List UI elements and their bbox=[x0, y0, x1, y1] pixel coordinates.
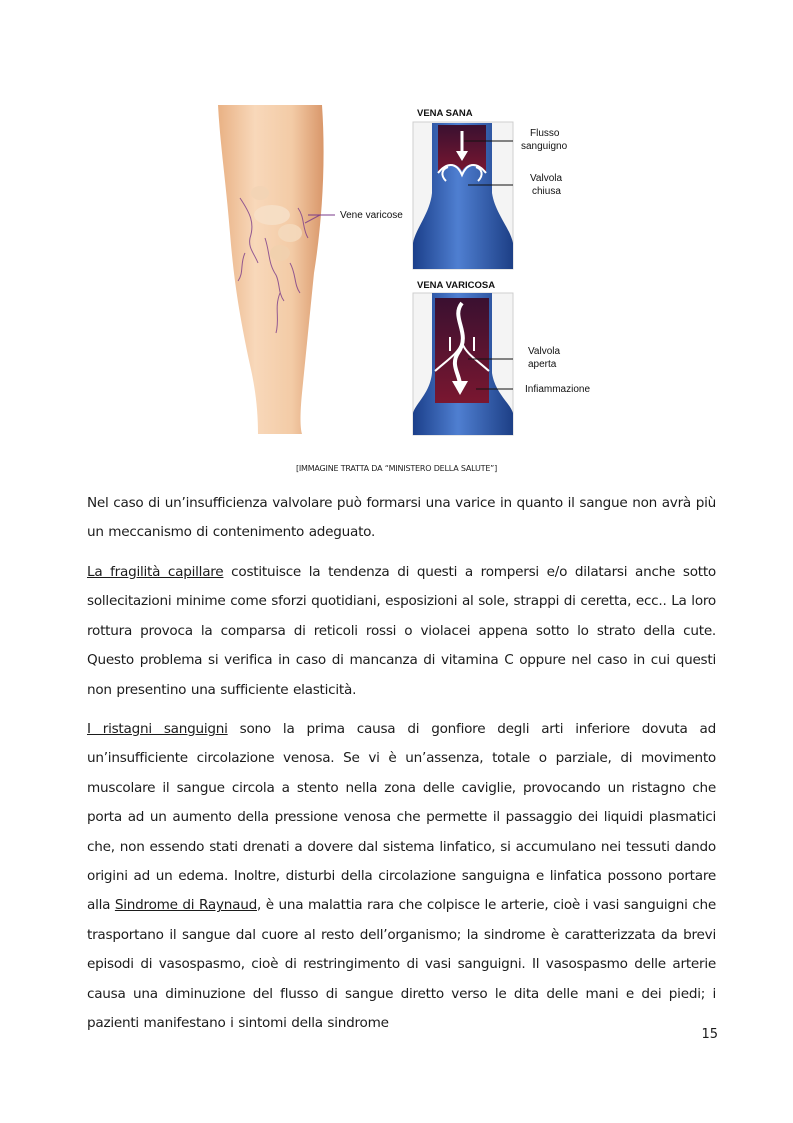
open-valve-label-line2: aperta bbox=[528, 359, 557, 370]
term-blood-stagnation: I ristagni sanguigni bbox=[87, 721, 228, 737]
healthy-vein-box bbox=[413, 122, 513, 269]
flow-label-line2: sanguigno bbox=[521, 141, 568, 152]
flow-label-line1: Flusso bbox=[530, 128, 560, 139]
capillary-fragility-text: costituisce la tendenza di questi a rompersi e/o dilatarsi anche sotto sollecitazioni minime come sforzi quotidiani, esposizioni al sole, strappi di ceretta, ecc.. La loro rottura provoca la comparsa di reticoli rossi o violacei appena sotto lo strato della cute. Questo problema si verifica in caso di mancanza di vitamina C oppure nel caso in cui questi non presentino una sufficiente elasticità. bbox=[87, 564, 716, 698]
figure-caption: [IMMAGINE TRATTA DA “MINISTERO DELLA SALUTE”] bbox=[295, 464, 498, 473]
term-capillary-fragility: La fragilità capillare bbox=[87, 564, 224, 580]
page-number: 15 bbox=[701, 1027, 718, 1042]
paragraph-blood-stagnation bbox=[87, 715, 716, 1038]
varicose-vein-box bbox=[413, 293, 513, 435]
closed-valve-label-line2: chiusa bbox=[532, 186, 561, 197]
paragraph-valve-insufficiency: Nel caso di un’insufficienza valvolare può formarsi una varice in quanto il sangue non avrà più un meccanismo di contenimento adeguato. bbox=[87, 495, 716, 541]
varicose-vein-illustration bbox=[210, 103, 610, 441]
blood-stagnation-text: sono la prima causa di gonfiore degli arti inferiore dovuta ad un’insufficiente circolazione venosa. Se vi è un’assenza, totale o parziale, di movimento muscolare il sangue circola a stento nella zona delle caviglie, provocando un ristagno che porta ad un aumento della pressione venosa che permette il passaggio dei liquidi plasmatici che, non essendo stati drenati a dovere dal sistema linfatico, si accumulano nei tessuti dando origini ad un edema. Inoltre, disturbi della circolazione sanguigna e linfatica possono portare alla bbox=[87, 721, 716, 914]
closed-valve-label-line1: Valvola bbox=[530, 173, 563, 184]
leg-label: Vene varicose bbox=[340, 210, 403, 221]
raynaud-syndrome-link: Sindrome di Raynaud bbox=[114, 897, 257, 914]
raynaud-syndrome-text: , è una malattia rara che colpisce le arterie, cioè i vasi sanguigni che trasportano il sangue dal cuore al resto dell’organismo; la sindrome è caratterizzata da brevi episodi di vasospasmo, cioè di restringimento di vasi sanguigni. Il vasospasmo delle arterie causa una diminuzione del flusso di sangue diretto verso le dita delle mani e dei piedi; i pazienti manifestano i sintomi della sindrome bbox=[87, 897, 716, 1032]
inflammation-label: Infiammazione bbox=[525, 384, 591, 395]
varicose-vein-title: VENA VARICOSA bbox=[417, 280, 496, 291]
paragraph-capillary-fragility bbox=[87, 558, 716, 705]
open-valve-label-line1: Valvola bbox=[528, 346, 561, 357]
healthy-vein-title: VENA SANA bbox=[417, 108, 473, 119]
leg-drawing bbox=[218, 105, 335, 434]
